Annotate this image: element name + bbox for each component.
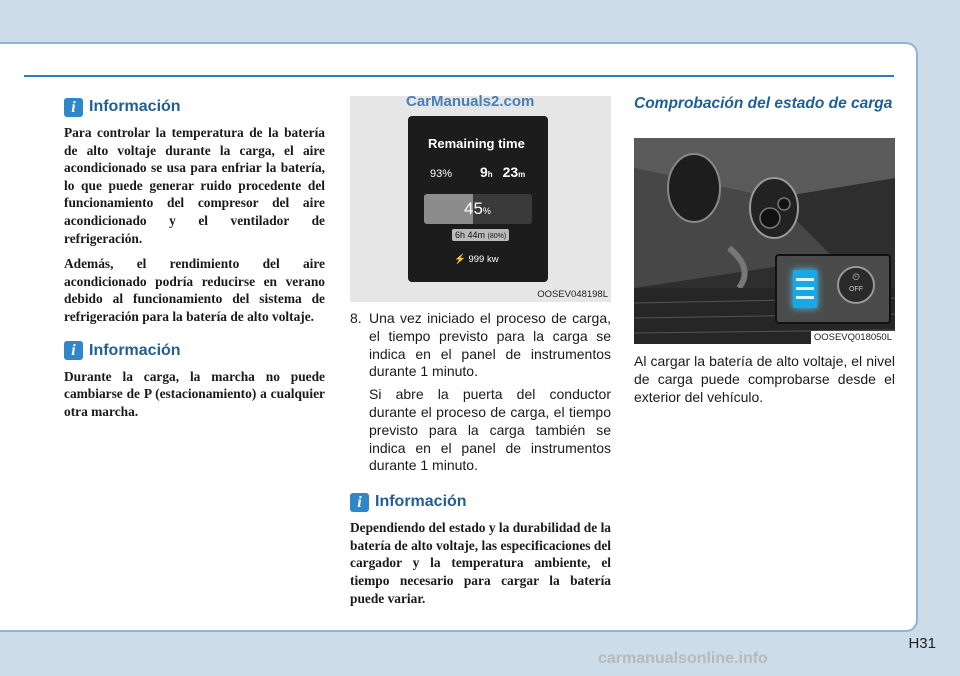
battery-bar bbox=[424, 194, 532, 224]
info-title: Información bbox=[89, 341, 181, 359]
info-title: Información bbox=[89, 98, 181, 115]
charging-port-figure bbox=[634, 138, 895, 344]
column-3-text bbox=[634, 353, 895, 406]
step-paragraph: Si abre la puerta del conductor durante el proceso de carga, el tiempo previsto para la carga también se indica en el panel de instrumentos durante 1 minuto. bbox=[369, 386, 611, 474]
charge-level-indicator bbox=[793, 270, 817, 308]
time-box-percent: (80%) bbox=[487, 233, 507, 240]
battery-percent-unit: % bbox=[482, 206, 491, 216]
off-label: OFF bbox=[849, 286, 863, 293]
info-paragraph: Durante la carga, la marcha no puede cambiarse de P (estacionamiento) a cualquier otra marcha. bbox=[64, 368, 325, 419]
display-hours-unit: h bbox=[487, 170, 493, 179]
bolt-icon: ⚡ bbox=[454, 254, 466, 265]
battery-percent bbox=[464, 199, 491, 219]
figure-caption: OOSEVQ018050L bbox=[811, 331, 895, 344]
body-paragraph: Al cargar la batería de alto voltaje, el nivel de carga puede comprobarse desde el exterior del vehículo. bbox=[634, 353, 895, 405]
info-paragraph: Además, el rendimiento del aire acondicionado podría reducirse en verano debido al funcionamiento del sistema de refrigeración para la batería de alto voltaje. bbox=[64, 256, 325, 324]
time-box-value: 6h 44m bbox=[455, 230, 486, 240]
step-number: 8. bbox=[350, 310, 362, 326]
step-paragraph: Una vez iniciado el proceso de carga, el tiempo previsto para la carga se indica en el panel de instrumentos durante 1 minuto. bbox=[369, 310, 611, 380]
display-hours: 9 bbox=[480, 164, 488, 180]
footer-watermark: carmanualsonline.info bbox=[598, 650, 768, 667]
cluster-display bbox=[408, 116, 548, 282]
info-paragraph: Para controlar la temperatura de la batería de alto voltaje durante la carga, el aire acondicionado se usa para enfriar la batería, lo que puede generar ruido procedente del funcionamiento del compresor del aire acondicionado y el ventilador de refrigeración. bbox=[64, 125, 325, 246]
info-icon: i bbox=[64, 341, 83, 360]
column-3 bbox=[634, 95, 895, 113]
page-number: H31 bbox=[908, 635, 936, 652]
info-heading bbox=[64, 340, 325, 362]
battery-percent-value: 45 bbox=[464, 199, 483, 218]
info-icon: i bbox=[350, 493, 369, 512]
power-readout bbox=[454, 254, 499, 265]
info-icon: i bbox=[64, 98, 83, 117]
display-minutes: 23 bbox=[502, 164, 519, 180]
step-8 bbox=[350, 310, 611, 475]
figure-caption: OOSEV048198L bbox=[537, 289, 608, 300]
display-title: Remaining time bbox=[428, 136, 525, 151]
info-heading bbox=[64, 96, 325, 118]
column-2-text bbox=[350, 310, 611, 607]
instrument-cluster-figure bbox=[350, 93, 611, 302]
time-box bbox=[452, 229, 509, 241]
info-paragraph: Dependiendo del estado y la durabilidad de la batería de alto voltaje, las especificaciones del cargador y la temperatura ambiente, el tiempo necesario para cargar la batería puede variar. bbox=[350, 520, 611, 606]
display-minutes-unit: m bbox=[518, 170, 526, 179]
power-value: 999 kw bbox=[468, 254, 499, 265]
info-heading bbox=[350, 491, 611, 513]
display-percent: 93% bbox=[430, 168, 453, 180]
info-title: Información bbox=[375, 493, 467, 511]
watermark: CarManuals2.com bbox=[406, 93, 535, 110]
charge-indicator-inset bbox=[775, 254, 891, 324]
charge-timer-icon: ⏲ bbox=[852, 272, 860, 283]
off-button bbox=[837, 266, 875, 304]
column-1 bbox=[64, 96, 325, 420]
section-heading: Comprobación del estado de carga bbox=[634, 95, 893, 112]
header-rule bbox=[24, 75, 894, 77]
display-time bbox=[480, 164, 525, 180]
